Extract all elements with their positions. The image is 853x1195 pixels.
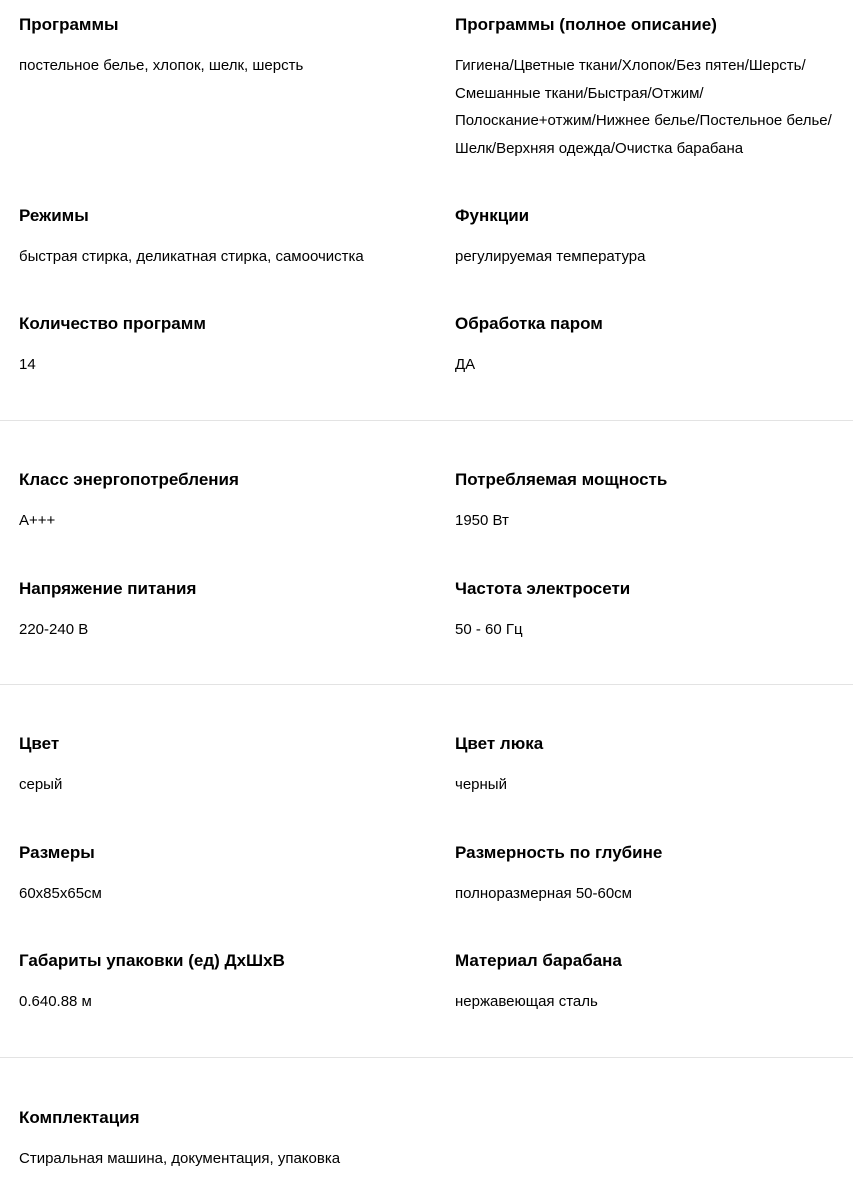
spec-item-programs [0,15,435,162]
spec-label: Частота электросети [455,579,631,598]
spec-section-programs [0,0,853,420]
spec-section-power [0,421,853,684]
spec-item-modes [0,206,435,271]
spec-value: 14 [19,356,36,373]
spec-label: Размерность по глубине [455,843,663,862]
spec-value: черный [455,776,507,793]
spec-section-package [0,1058,853,1195]
spec-item-voltage [0,579,435,644]
spec-item-dimensions [0,843,435,908]
spec-row [0,15,853,162]
spec-value: ДА [455,356,476,373]
spec-value: серый [19,776,63,793]
spec-label: Режимы [19,206,89,225]
spec-label: Размеры [19,843,95,862]
spec-row [0,951,853,1016]
spec-row [0,1108,853,1173]
spec-value: нержавеющая сталь [455,993,598,1010]
spec-row [0,843,853,908]
spec-value: постельное белье, хлопок, шелк, шерсть [19,57,304,74]
spec-value: регулируемая температура [455,248,646,265]
spec-label: Программы (полное описание) [455,15,717,34]
spec-item-drum-material [435,951,853,1016]
spec-row [0,314,853,379]
spec-label: Обработка паром [455,314,603,333]
spec-row [0,470,853,535]
spec-label: Габариты упаковки (ед) ДхШхВ [19,951,285,970]
spec-label: Класс энергопотребления [19,470,239,489]
spec-label: Программы [19,15,119,34]
spec-item-steam [435,314,853,379]
spec-item-door-color [435,734,853,799]
spec-item-functions [435,206,853,271]
spec-row [0,734,853,799]
spec-label: Количество программ [19,314,206,333]
spec-item-contents [0,1108,600,1173]
spec-item-color [0,734,435,799]
spec-value: быстрая стирка, деликатная стирка, самоочистка [19,248,364,265]
spec-value: 1950 Вт [455,512,509,529]
spec-item-programs-full [435,15,853,162]
spec-value: 220-240 В [19,621,89,638]
spec-value: 60x85x65см [19,885,102,902]
spec-value: Стиральная машина, документация, упаковка [19,1150,341,1167]
spec-item-package-dimensions [0,951,435,1016]
spec-label: Напряжение питания [19,579,197,598]
spec-value: 0.640.88 м [19,993,92,1010]
spec-item-depth-class [435,843,853,908]
spec-item-frequency [435,579,853,644]
spec-item-program-count [0,314,435,379]
spec-label: Цвет люка [455,734,544,753]
spec-value: 50 - 60 Гц [455,621,523,638]
spec-item-power [435,470,853,535]
spec-label: Материал барабана [455,951,622,970]
spec-value: Гигиена/Цветные ткани/Хлопок/Без пятен/Шерсть/Смешанные ткани/Быстрая/Отжим/Полоскание+отжим/Нижнее белье/Постельное белье/Шелк/Верхняя одежда/Очистка барабана [455,57,832,157]
spec-value: полноразмерная 50-60см [455,885,632,902]
spec-value: A+++ [19,512,56,529]
spec-row [0,579,853,644]
spec-item-energy-class [0,470,435,535]
spec-row [0,206,853,271]
spec-label: Функции [455,206,530,225]
spec-label: Цвет [19,734,60,753]
spec-label: Потребляемая мощность [455,470,668,489]
spec-section-appearance [0,685,853,1057]
spec-label: Комплектация [19,1108,140,1127]
